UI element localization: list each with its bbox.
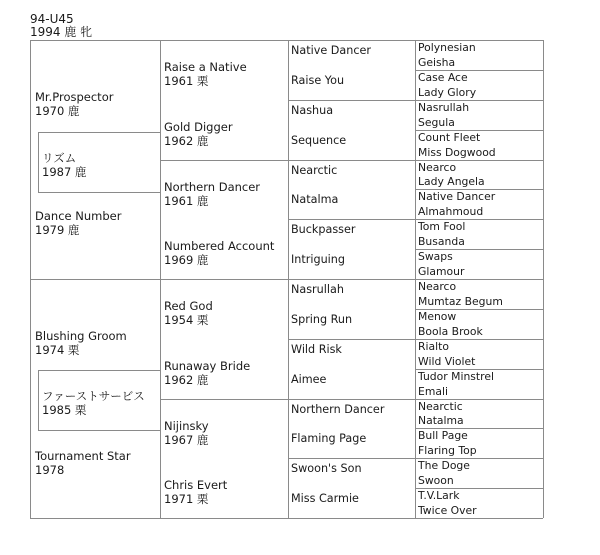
- horse-id: 94-U45: [30, 12, 74, 26]
- grandparent-year: 1974 栗: [35, 343, 80, 357]
- grid-line-horizontal: [160, 399, 543, 400]
- ancestor-gen2-name: Runaway Bride: [164, 359, 251, 373]
- grid-line-vertical: [38, 370, 39, 430]
- grid-line-vertical: [288, 40, 289, 518]
- dam-year: 1985 栗: [42, 403, 87, 417]
- horse-birth-info: 1994 鹿 牝: [30, 25, 93, 39]
- ancestor-gen4-name: Nearco: [418, 161, 457, 174]
- grid-line-vertical: [415, 40, 416, 518]
- grid-line-horizontal: [288, 100, 543, 101]
- grandparent-name: Dance Number: [35, 209, 122, 223]
- grandparent-year: 1979 鹿: [35, 223, 80, 237]
- ancestor-gen3-name: Natalma: [291, 193, 339, 206]
- grid-line-horizontal: [30, 279, 543, 280]
- ancestor-gen3-name: Nashua: [291, 104, 334, 117]
- grid-line-horizontal: [288, 219, 543, 220]
- ancestor-gen4-name: Swaps: [418, 250, 453, 263]
- ancestor-gen2-name: Raise a Native: [164, 60, 247, 74]
- ancestor-gen4-name: Tom Fool: [418, 220, 466, 233]
- grid-line-horizontal: [288, 339, 543, 340]
- ancestor-gen4-name: Native Dancer: [418, 190, 496, 203]
- grid-line-horizontal: [30, 518, 543, 519]
- ancestor-gen4-name: Flaring Top: [418, 444, 477, 457]
- ancestor-gen3-name: Flaming Page: [291, 432, 367, 445]
- ancestor-gen2-year: 1962 鹿: [164, 373, 209, 387]
- grandparent-name: Blushing Groom: [35, 329, 127, 343]
- ancestor-gen2-name: Red God: [164, 299, 213, 313]
- ancestor-gen4-name: Nasrullah: [418, 101, 470, 114]
- ancestor-gen2-name: Gold Digger: [164, 120, 233, 134]
- grid-line-horizontal: [38, 192, 160, 193]
- grid-line-horizontal: [38, 430, 160, 431]
- grid-line-horizontal: [160, 160, 543, 161]
- ancestor-gen4-name: Nearctic: [418, 400, 463, 413]
- sire-name: リズム: [42, 151, 77, 165]
- grid-line-vertical: [30, 40, 31, 518]
- ancestor-gen3-name: Nearctic: [291, 164, 338, 177]
- ancestor-gen3-name: Sequence: [291, 134, 347, 147]
- ancestor-gen2-year: 1971 栗: [164, 492, 209, 506]
- grid-line-vertical: [38, 132, 39, 192]
- ancestor-gen3-name: Wild Risk: [291, 343, 342, 356]
- ancestor-gen4-name: Boola Brook: [418, 325, 483, 338]
- ancestor-gen4-name: Rialto: [418, 340, 449, 353]
- ancestor-gen4-name: Mumtaz Begum: [418, 295, 503, 308]
- grandparent-name: Tournament Star: [35, 449, 131, 463]
- ancestor-gen2-year: 1967 鹿: [164, 433, 209, 447]
- ancestor-gen2-name: Numbered Account: [164, 239, 275, 253]
- ancestor-gen3-name: Raise You: [291, 74, 345, 87]
- ancestor-gen3-name: Native Dancer: [291, 44, 371, 57]
- ancestor-gen3-name: Intriguing: [291, 253, 345, 266]
- grandparent-year: 1970 鹿: [35, 104, 80, 118]
- grid-line-vertical: [160, 40, 161, 518]
- ancestor-gen3-name: Aimee: [291, 373, 327, 386]
- ancestor-gen4-name: The Doge: [418, 459, 470, 472]
- ancestor-gen4-name: Miss Dogwood: [418, 146, 496, 159]
- ancestor-gen4-name: Natalma: [418, 414, 464, 427]
- ancestor-gen4-name: Segula: [418, 116, 455, 129]
- ancestor-gen2-year: 1954 栗: [164, 313, 209, 327]
- ancestor-gen2-year: 1961 栗: [164, 74, 209, 88]
- ancestor-gen2-name: Chris Evert: [164, 478, 228, 492]
- ancestor-gen3-name: Nasrullah: [291, 283, 344, 296]
- ancestor-gen3-name: Miss Carmie: [291, 492, 359, 505]
- ancestor-gen4-name: Wild Violet: [418, 355, 476, 368]
- ancestor-gen4-name: Count Fleet: [418, 131, 481, 144]
- ancestor-gen4-name: Swoon: [418, 474, 454, 487]
- ancestor-gen2-year: 1962 鹿: [164, 134, 209, 148]
- ancestor-gen3-name: Spring Run: [291, 313, 353, 326]
- ancestor-gen4-name: Geisha: [418, 56, 456, 69]
- dam-name: ファーストサービス: [42, 389, 145, 403]
- ancestor-gen4-name: Tudor Minstrel: [418, 370, 494, 383]
- ancestor-gen4-name: Busanda: [418, 235, 465, 248]
- ancestor-gen4-name: Polynesian: [418, 41, 476, 54]
- grid-line-vertical: [543, 40, 544, 518]
- ancestor-gen4-name: Lady Glory: [418, 86, 477, 99]
- ancestor-gen4-name: Emali: [418, 385, 448, 398]
- grid-line-horizontal: [288, 458, 543, 459]
- ancestor-gen4-name: Glamour: [418, 265, 465, 278]
- ancestor-gen3-name: Swoon's Son: [291, 462, 362, 475]
- grandparent-name: Mr.Prospector: [35, 90, 114, 104]
- ancestor-gen2-name: Nijinsky: [164, 419, 209, 433]
- ancestor-gen3-name: Northern Dancer: [291, 403, 385, 416]
- grandparent-year: 1978: [35, 463, 65, 477]
- ancestor-gen4-name: Nearco: [418, 280, 457, 293]
- grid-line-horizontal: [38, 132, 160, 133]
- ancestor-gen4-name: Menow: [418, 310, 457, 323]
- ancestor-gen4-name: Case Ace: [418, 71, 468, 84]
- ancestor-gen2-year: 1961 鹿: [164, 194, 209, 208]
- ancestor-gen4-name: Lady Angela: [418, 175, 485, 188]
- ancestor-gen4-name: Almahmoud: [418, 205, 484, 218]
- ancestor-gen4-name: Bull Page: [418, 429, 468, 442]
- ancestor-gen4-name: T.V.Lark: [418, 489, 460, 502]
- grid-line-horizontal: [38, 370, 160, 371]
- ancestor-gen2-name: Northern Dancer: [164, 180, 261, 194]
- ancestor-gen2-year: 1969 鹿: [164, 253, 209, 267]
- sire-year: 1987 鹿: [42, 165, 87, 179]
- ancestor-gen4-name: Twice Over: [418, 504, 477, 517]
- ancestor-gen3-name: Buckpasser: [291, 223, 356, 236]
